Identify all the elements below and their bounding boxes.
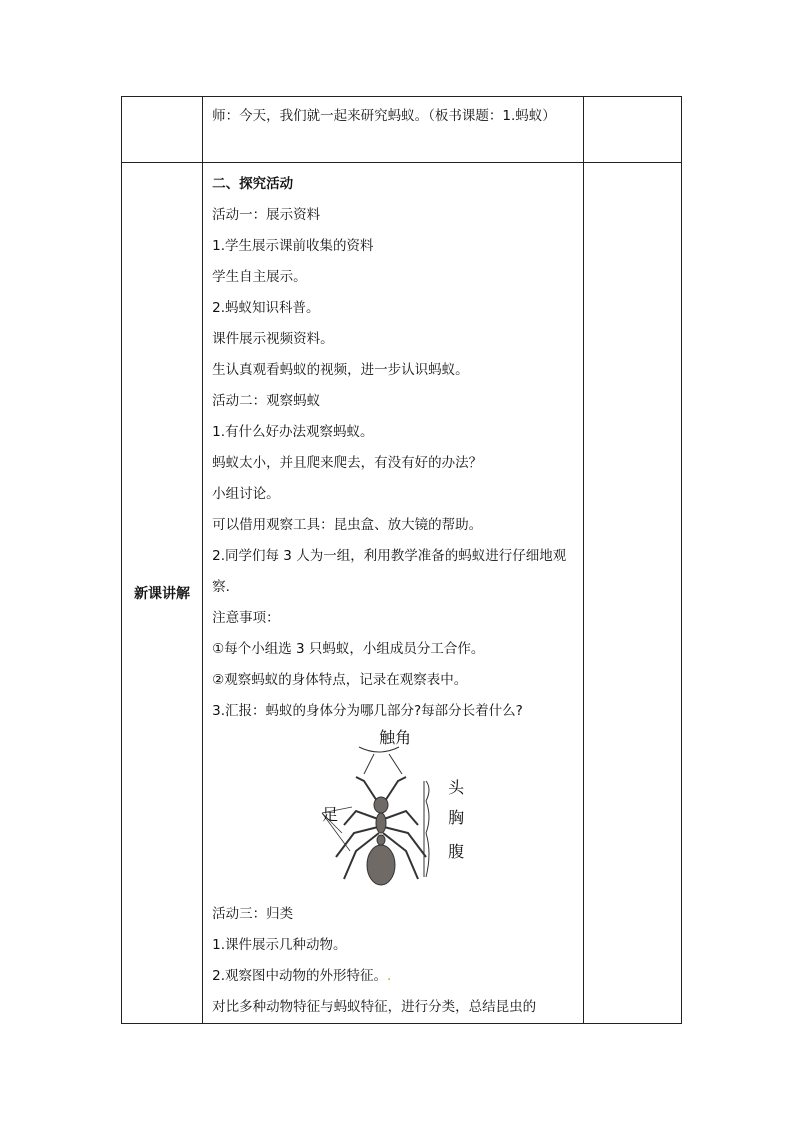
text-line: 课件展示视频资料。	[212, 331, 334, 347]
text-line: 注意事项：	[212, 610, 280, 626]
text-line: 活动二：观察蚂蚁	[212, 393, 321, 409]
section-label: 新课讲解	[122, 163, 203, 1024]
notes-cell	[583, 163, 681, 1024]
label-head: 头	[448, 778, 465, 797]
text-line: 小组讨论。	[212, 486, 280, 502]
text-line: 1.有什么好办法观察蚂蚁。	[212, 424, 374, 440]
text-line: 2.蚂蚁知识科普。	[212, 300, 320, 316]
label-legs: 足	[322, 805, 339, 824]
text-line: ②观察蚂蚁的身体特点，记录在观察表中。	[212, 672, 468, 688]
notes-cell	[583, 97, 681, 163]
label-abdomen: 腹	[448, 842, 465, 861]
content-cell	[203, 97, 584, 163]
text-span: 2.观察图中动物的外形特征。	[212, 968, 388, 984]
text-line: 生认真观看蚂蚁的视频，进一步认识蚂蚁。	[212, 362, 469, 378]
trailing-mark: .	[387, 968, 392, 984]
text-line: ①每个小组选 3 只蚂蚁，小组成员分工合作。	[212, 641, 485, 657]
ant-diagram	[212, 729, 575, 899]
text-line: 对比多种动物特征与蚂蚁特征，进行分类，总结昆虫的	[212, 999, 537, 1015]
text-line: 学生自主展示。	[212, 269, 307, 285]
text-line: 1.学生展示课前收集的资料	[212, 238, 374, 254]
label-thorax: 胸	[448, 808, 465, 827]
section-heading: 二、探究活动	[212, 176, 294, 192]
text-line-with-mark	[212, 961, 575, 992]
lesson-plan-table	[121, 96, 682, 1024]
text-line: 活动一：展示资料	[212, 207, 321, 223]
text-line: 活动三：归类	[212, 906, 294, 922]
text-line: 3.汇报：蚂蚁的身体分为哪几部分?每部分长着什么?	[212, 703, 523, 719]
text-line: 可以借用观察工具：昆虫盒、放大镜的帮助。	[212, 517, 483, 533]
text-line: 1.课件展示几种动物。	[212, 937, 347, 953]
teacher-line: 师：今天，我们就一起来研究蚂蚁。（板书课题：1.蚂蚁）	[212, 108, 556, 124]
label-cell-empty	[122, 97, 203, 163]
text-line: 蚂蚁太小，并且爬来爬去，有没有好的办法？	[212, 455, 483, 471]
text-line: 察.	[212, 579, 230, 595]
table-row	[122, 97, 682, 163]
label-antenna: 触角	[379, 728, 412, 747]
text-line: 2.同学们每 3 人为一组，利用教学准备的蚂蚁进行仔细地观	[212, 548, 567, 564]
table-row	[122, 163, 682, 1024]
content-cell	[203, 163, 584, 1024]
